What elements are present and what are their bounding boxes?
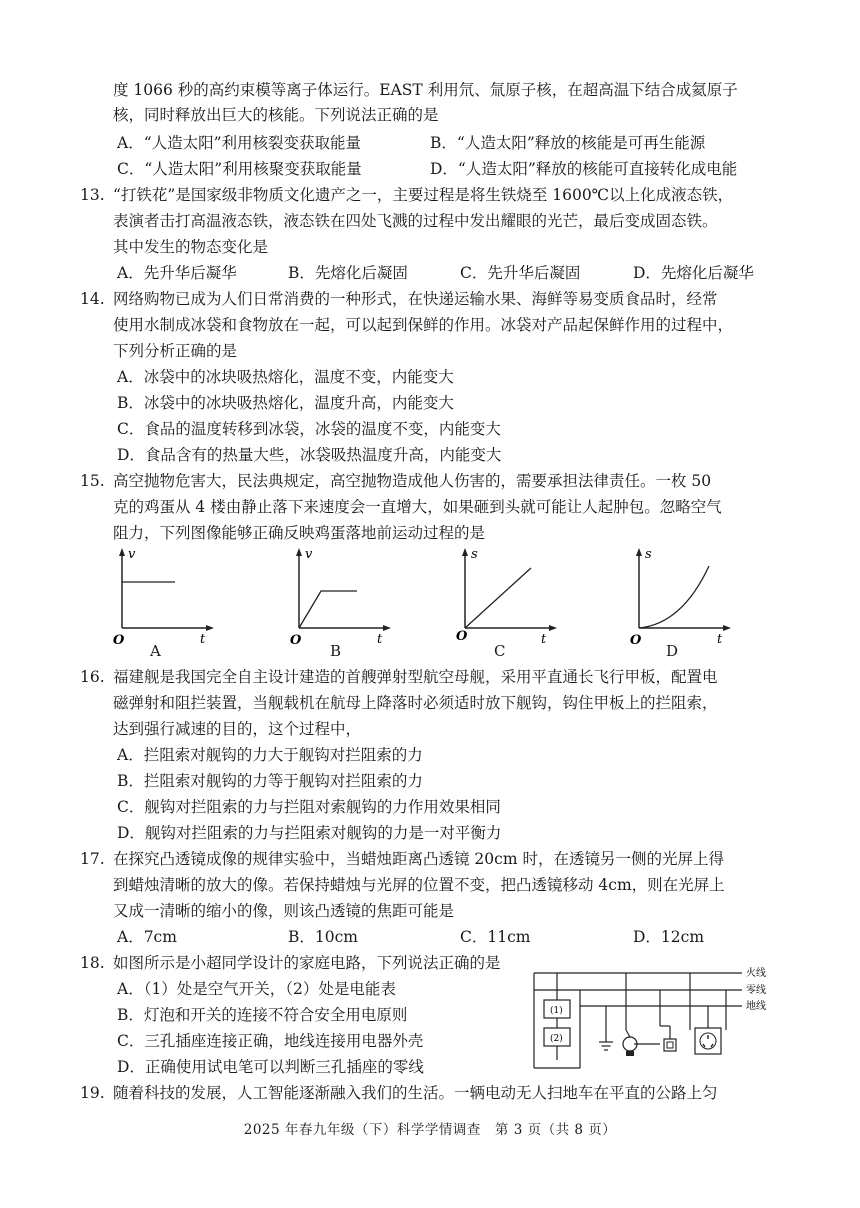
q16-option-c: C．舰钩对拦阻索的力与拦阻对索舰钩的力作用效果相同 — [117, 798, 501, 816]
q12-option-a: A．“人造太阳”利用核裂变获取能量 — [117, 134, 362, 152]
graph-d-y-label: s — [645, 547, 652, 562]
q13-option-b: B．先熔化后凝固 — [288, 264, 408, 282]
q14-number: 14. — [80, 290, 105, 308]
q16-line-2: 磁弹射和阻拦装置，当舰载机在航母上降落时必须适时放下舰钩，钩住甲板上的拦阻索， — [113, 694, 718, 712]
graph-b — [287, 546, 397, 646]
q14-line-2: 使用水制成冰袋和食物放在一起，可以起到保鲜的作用。冰袋对产品起保鲜作用的过程中， — [113, 316, 734, 334]
q16-number: 16. — [80, 668, 105, 686]
q15-line-3: 阻力，下列图像能够正确反映鸡蛋落地前运动过程的是 — [113, 524, 486, 542]
q12-line-1: 度 1066 秒的高约束模等离子体运行。EAST 利用氘、氚原子核，在超高温下结合成氦原子 — [113, 81, 738, 99]
graph-b-y-label: v — [305, 547, 313, 562]
q19-number: 19. — [80, 1084, 105, 1102]
graph-c-origin: O — [456, 629, 468, 644]
box-1-label: (1) — [550, 1006, 563, 1016]
q13-line-3: 其中发生的物态变化是 — [113, 238, 269, 256]
graph-d-x-label: t — [717, 632, 723, 646]
q13-line-1: “打铁花”是国家级非物质文化遗产之一，主要过程是将生铁烧至 1600℃以上化成液态铁， — [113, 186, 734, 204]
graph-b-label: B — [330, 642, 342, 660]
neutral-wire-label: 零线 — [746, 985, 766, 996]
graph-a-origin: O — [113, 633, 125, 646]
q18-option-b: B．灯泡和开关的连接不符合安全用电原则 — [117, 1006, 408, 1024]
graph-a-label: A — [150, 642, 161, 660]
q16-line-3: 达到强行减速的目的，这个过程中， — [113, 720, 362, 738]
q16-option-d: D．舰钩对拦阻索的力与拦阻索对舰钩的力是一对平衡力 — [117, 824, 502, 842]
q13-option-d: D．先熔化后凝华 — [633, 264, 754, 282]
q14-line-3: 下列分析正确的是 — [113, 342, 238, 360]
graph-c-label: C — [494, 642, 506, 660]
q18-number: 18. — [80, 954, 105, 972]
q12-option-d: D．“人造太阳”释放的核能可直接转化成电能 — [430, 160, 738, 178]
live-wire-label: 火线 — [746, 968, 766, 979]
graph-d — [627, 546, 737, 646]
q12-option-b: B．“人造太阳”释放的核能是可再生能源 — [430, 134, 706, 152]
graph-c-y-label: s — [471, 547, 478, 562]
q14-option-b: B．冰袋中的冰块吸热熔化，温度升高，内能变大 — [117, 394, 454, 412]
q18-line-1: 如图所示是小超同学设计的家庭电路，下列说法正确的是 — [113, 954, 501, 972]
q14-option-d: D．食品含有的热量大些，冰袋吸热温度升高，内能变大 — [117, 446, 502, 464]
page-footer: 2025 年春九年级（下）科学学情调查 第 3 页（共 8 页） — [243, 1122, 617, 1138]
q13-number: 13. — [80, 186, 105, 204]
q13-option-a: A．先升华后凝华 — [117, 264, 237, 282]
q17-number: 17. — [80, 850, 105, 868]
q15-line-1: 高空抛物危害大，民法典规定，高空抛物造成他人伤害的，需要承担法律责任。一枚 50 — [113, 472, 712, 490]
graph-d-label: D — [666, 642, 679, 660]
q16-line-1: 福建舰是我国完全自主设计建造的首艘弹射型航空母舰，采用平直通长飞行甲板，配置电 — [113, 668, 718, 686]
ground-wire-label: 地线 — [746, 1001, 766, 1012]
graph-d-origin: O — [630, 633, 642, 646]
q13-option-c: C．先升华后凝固 — [460, 264, 581, 282]
q17-option-b: B．10cm — [288, 928, 358, 946]
q17-option-c: C．11cm — [460, 928, 531, 946]
q14-line-1: 网络购物已成为人们日常消费的一种形式，在快递运输水果、海鲜等易变质食品时，经常 — [113, 290, 718, 308]
graph-c-x-label: t — [541, 632, 547, 646]
graph-a-y-label: v — [128, 547, 136, 562]
q18-option-a: A．（1）处是空气开关，（2）处是电能表 — [117, 980, 396, 998]
q17-option-a: A．7cm — [117, 928, 177, 946]
q15-number: 15. — [80, 472, 105, 490]
q17-line-1: 在探究凸透镜成像的规律实验中，当蜡烛距离凸透镜 20cm 时，在透镜另一侧的光屏上得 — [113, 850, 724, 868]
q15-line-2: 克的鸡蛋从 4 楼由静止落下来速度会一直增大，如果砸到头就可能让人起肿包。忽略空气 — [113, 498, 722, 516]
q19-line-1: 随着科技的发展，人工智能逐渐融入我们的生活。一辆电动无人扫地车在平直的公路上匀 — [113, 1084, 718, 1102]
graph-c — [453, 546, 563, 646]
q12-option-c: C．“人造太阳”利用核聚变获取能量 — [117, 160, 362, 178]
q17-line-2: 到蜡烛清晰的放大的像。若保持蜡烛与光屏的位置不变，把凸透镜移动 4cm，则在光屏上 — [113, 876, 725, 894]
q16-option-a: A．拦阻索对舰钩的力大于舰钩对拦阻索的力 — [117, 746, 423, 764]
graph-b-origin: O — [290, 633, 302, 646]
graph-b-x-label: t — [377, 632, 383, 646]
q14-option-a: A．冰袋中的冰块吸热熔化，温度不变，内能变大 — [117, 368, 454, 386]
circuit-diagram — [530, 960, 785, 1072]
q16-option-b: B．拦阻索对舰钩的力等于舰钩对拦阻索的力 — [117, 772, 423, 790]
graph-a — [110, 546, 220, 646]
q18-option-c: C．三孔插座连接正确，地线连接用电器外壳 — [117, 1032, 424, 1050]
q18-option-d: D．正确使用试电笔可以判断三孔插座的零线 — [117, 1058, 424, 1076]
q17-option-d: D．12cm — [633, 928, 705, 946]
graph-a-x-label: t — [200, 632, 206, 646]
q12-line-2: 核，同时释放出巨大的核能。下列说法正确的是 — [113, 106, 439, 124]
q17-line-3: 又成一清晰的缩小的像，则该凸透镜的焦距可能是 — [113, 902, 455, 920]
box-2-label: (2) — [550, 1034, 563, 1044]
q14-option-c: C．食品的温度转移到冰袋，冰袋的温度不变，内能变大 — [117, 420, 501, 438]
q13-line-2: 表演者击打高温液态铁，液态铁在四处飞溅的过程中发出耀眼的光芒，最后变成固态铁。 — [113, 212, 718, 230]
